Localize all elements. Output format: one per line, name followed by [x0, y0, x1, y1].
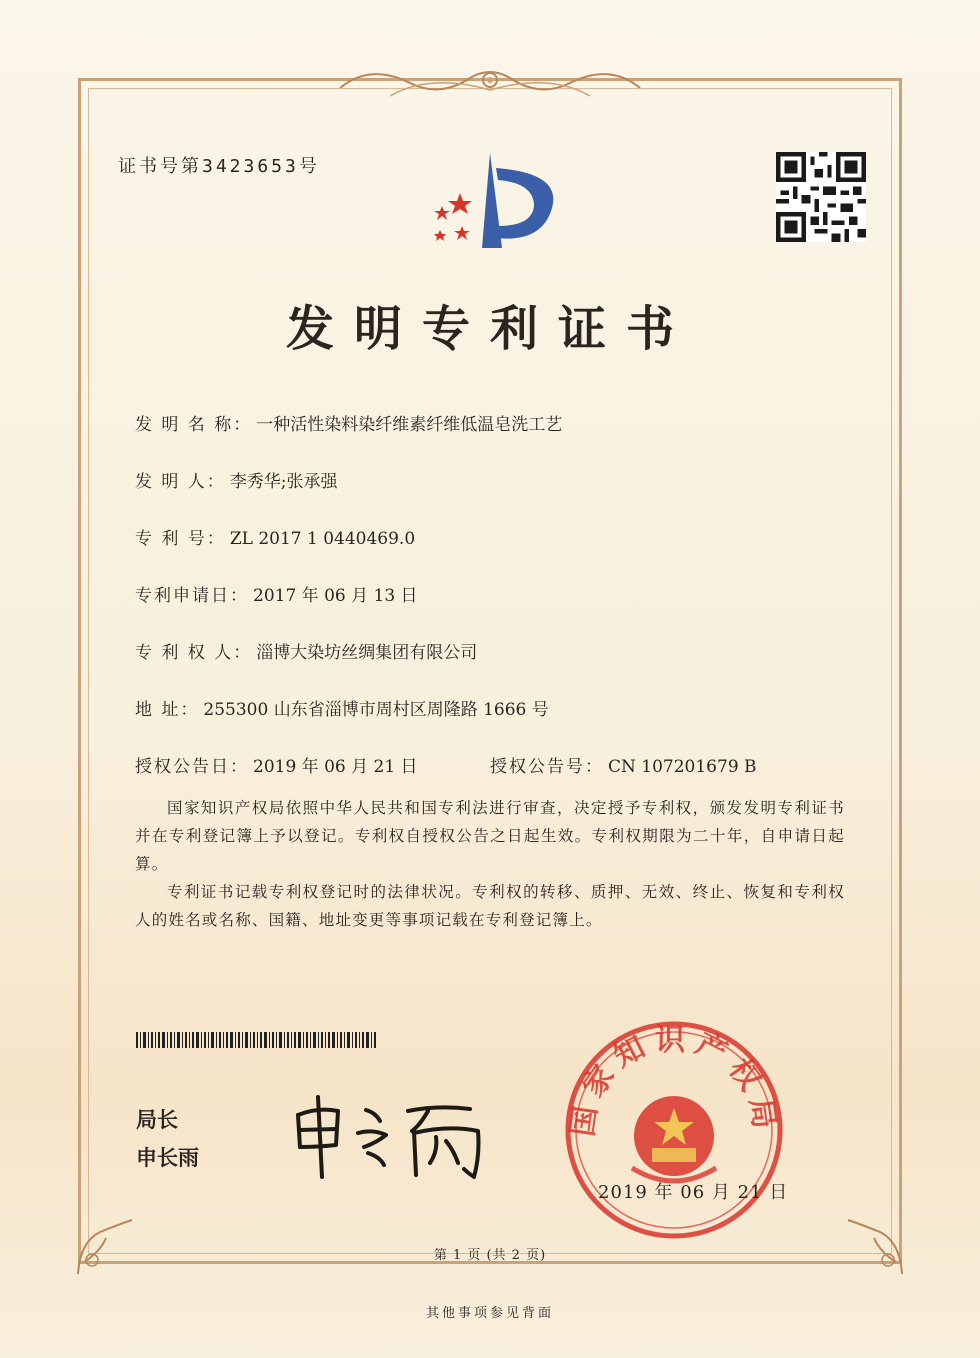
inventor-row — [135, 467, 338, 492]
grant-no-row — [490, 752, 757, 777]
director-signature — [288, 1085, 498, 1185]
statement-paragraph-2: 专利证书记载专利权登记时的法律状况。专利权的转移、质押、无效、终止、恢复和专利权人的姓名或名称、国籍、地址变更等事项记载在专利登记簿上。 — [135, 883, 845, 929]
patentee-value: 淄博大染坊丝绸集团有限公司 — [256, 643, 478, 663]
certificate-title: 发明专利证书 — [285, 301, 694, 357]
director-name: 申长雨 — [136, 1146, 199, 1170]
patent-no-label: 专 利 号： — [135, 529, 226, 549]
cnipa-logo — [412, 148, 562, 258]
patentee-row — [135, 638, 477, 663]
grant-date-row — [135, 752, 418, 777]
barcode — [136, 1032, 376, 1048]
inventor-value: 李秀华;张承强 — [229, 472, 338, 492]
certificate-number: 证书号第3423653号 — [118, 156, 320, 177]
grant-no-value: CN 107201679 B — [608, 757, 757, 777]
grant-date-value: 2019 年 06 月 21 日 — [253, 757, 418, 777]
statement-paragraph-1: 国家知识产权局依照中华人民共和国专利法进行审查，决定授予专利权，颁发发明专利证书并在专利登记簿上予以登记。专利权自授权公告之日起生效。专利权期限为二十年，自申请日起算。 — [135, 799, 845, 873]
application-date-row — [135, 581, 418, 606]
seal-text: 国家知识产权局 — [565, 1023, 783, 1139]
address-label: 地 址： — [135, 700, 200, 720]
application-date-label: 专利申请日： — [135, 586, 249, 606]
seal-date: 2019 年 06 月 21 日 — [598, 1182, 789, 1203]
application-date-value: 2017 年 06 月 13 日 — [253, 586, 418, 606]
invention-name-label: 发 明 名 称： — [135, 415, 253, 435]
director-title: 局长 — [136, 1108, 178, 1132]
patent-no-value: ZL 2017 1 0440469.0 — [229, 529, 416, 549]
invention-name-row — [135, 410, 562, 435]
top-ornament — [330, 58, 650, 108]
inventor-label: 发 明 人： — [135, 472, 226, 492]
footer-note: 其他事项参见背面 — [425, 1306, 554, 1321]
grant-no-label: 授权公告号： — [490, 757, 604, 777]
address-row — [135, 695, 549, 720]
invention-name-value: 一种活性染料染纤维素纤维低温皂洗工艺 — [256, 415, 563, 435]
page-indicator: 第 1 页 (共 2 页) — [433, 1248, 547, 1263]
grant-date-label: 授权公告日： — [135, 757, 249, 777]
patentee-label: 专 利 权 人： — [135, 643, 253, 663]
address-value: 255300 山东省淄博市周村区周隆路 1666 号 — [203, 700, 549, 720]
patent-no-row — [135, 524, 415, 549]
qr-code — [776, 152, 866, 242]
official-seal — [562, 1018, 789, 1242]
